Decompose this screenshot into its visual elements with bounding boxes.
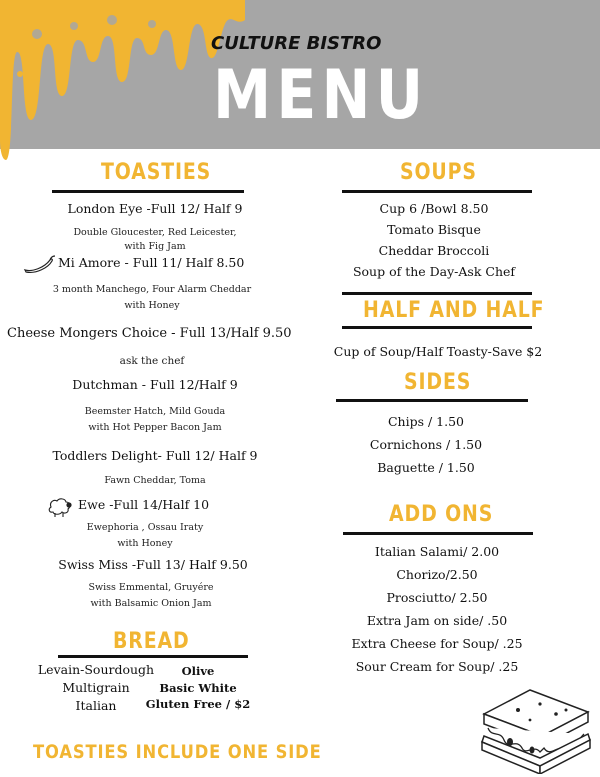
toastie-name: Toddlers Delight- Full 12/ Half 9 xyxy=(52,448,258,463)
toasties-heading: TOASTIES xyxy=(101,160,212,185)
sides-heading: SIDES xyxy=(404,370,472,395)
toasties-divider xyxy=(52,190,244,193)
add-on-item: Extra Jam on side/ .50 xyxy=(366,613,508,628)
side-item: Chips / 1.50 xyxy=(387,414,465,429)
page-title: MENU xyxy=(213,56,429,135)
bread-divider xyxy=(58,655,248,658)
toastie-name: Dutchman - Full 12/Half 9 xyxy=(72,377,238,392)
bread-item: Levain-Sourdough xyxy=(37,662,155,677)
soup-item: Cup 6 /Bowl 8.50 xyxy=(379,201,489,216)
add-ons-heading: ADD ONS xyxy=(389,502,494,527)
bread-item: Basic White xyxy=(159,681,237,695)
soup-item: Soup of the Day-Ask Chef xyxy=(352,264,516,279)
toastie-description: with Fig Jam xyxy=(124,241,186,252)
toastie-description: Fawn Cheddar, Toma xyxy=(104,475,206,486)
toastie-description: with Balsamic Onion Jam xyxy=(90,598,212,609)
add-on-item: Chorizo/2.50 xyxy=(396,567,478,582)
toastie-name: Mi Amore - Full 11/ Half 8.50 xyxy=(58,255,245,270)
toastie-description: with Honey xyxy=(117,538,173,549)
toastie-name: Swiss Miss -Full 13/ Half 9.50 xyxy=(58,557,248,572)
toastie-description: ask the chef xyxy=(119,355,185,367)
bread-heading: BREAD xyxy=(113,629,190,654)
half-and-half-top-divider xyxy=(342,292,532,295)
bread-item: Olive xyxy=(181,664,215,678)
sheep-icon xyxy=(46,496,74,518)
add-on-item: Prosciutto/ 2.50 xyxy=(386,590,488,605)
grilled-cheese-sandwich-icon xyxy=(470,684,596,774)
sides-divider xyxy=(336,399,528,402)
footer-note: TOASTIES INCLUDE ONE SIDE xyxy=(33,741,322,763)
toastie-description: Beemster Hatch, Mild Gouda xyxy=(84,406,226,417)
half-and-half-item: Cup of Soup/Half Toasty-Save $2 xyxy=(333,344,543,359)
melting-cheese-icon xyxy=(0,0,245,170)
toastie-name: Ewe -Full 14/Half 10 xyxy=(78,497,210,512)
half-and-half-divider xyxy=(342,326,532,329)
soups-divider xyxy=(342,190,532,193)
brand-name: CULTURE BISTRO xyxy=(211,33,382,54)
soups-heading: SOUPS xyxy=(400,160,477,185)
bread-item: Multigrain xyxy=(62,680,130,695)
toastie-description: 3 month Manchego, Four Alarm Cheddar xyxy=(52,284,252,295)
bread-item: Italian xyxy=(75,698,117,713)
side-item: Baguette / 1.50 xyxy=(377,460,475,475)
toastie-description: with Hot Pepper Bacon Jam xyxy=(88,422,222,433)
soup-item: Tomato Bisque xyxy=(387,222,481,237)
toastie-description: Swiss Emmental, Gruyére xyxy=(88,582,214,593)
add-ons-divider xyxy=(343,532,533,535)
add-on-item: Sour Cream for Soup/ .25 xyxy=(355,659,519,674)
soup-item: Cheddar Broccoli xyxy=(378,243,490,258)
half-and-half-heading: HALF AND HALF xyxy=(363,298,545,323)
toastie-name: London Eye -Full 12/ Half 9 xyxy=(67,201,243,216)
add-on-item: Extra Cheese for Soup/ .25 xyxy=(351,636,523,651)
toastie-description: Ewephoria , Ossau Iraty xyxy=(86,522,204,533)
toastie-name: Cheese Mongers Choice - Full 13/Half 9.50 xyxy=(7,326,292,341)
side-item: Cornichons / 1.50 xyxy=(369,437,483,452)
toastie-description: with Honey xyxy=(124,300,180,311)
chili-pepper-icon xyxy=(22,254,56,274)
add-on-item: Italian Salami/ 2.00 xyxy=(374,544,500,559)
bread-item: Gluten Free / $2 xyxy=(145,697,251,711)
toastie-description: Double Gloucester, Red Leicester, xyxy=(73,227,237,238)
